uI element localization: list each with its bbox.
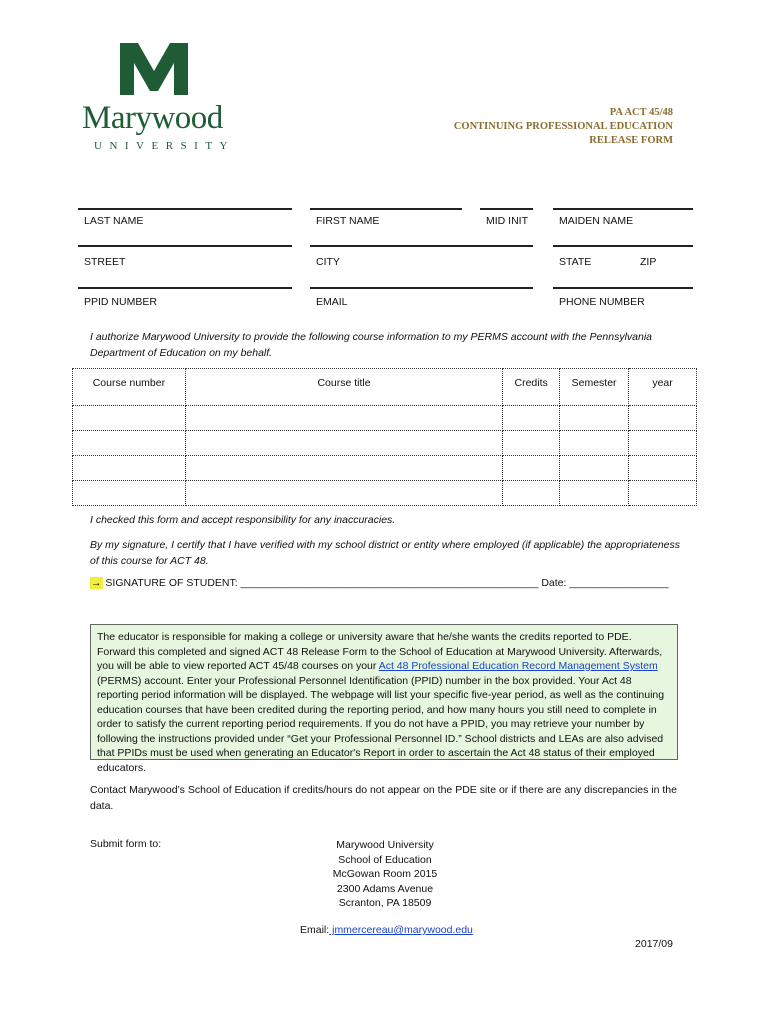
course-number-cell[interactable] [73, 431, 186, 456]
header-year: year [629, 369, 697, 406]
address-line-5: Scranton, PA 18509 [338, 897, 432, 909]
maiden-name-label: MAIDEN NAME [559, 215, 634, 227]
title-line-2: CONTINUING PROFESSIONAL EDUCATION [453, 121, 673, 132]
year-cell[interactable] [629, 456, 697, 481]
ppid-field[interactable] [78, 287, 292, 289]
mid-init-field[interactable] [480, 208, 533, 210]
mailing-address [310, 838, 460, 911]
address-line-4: 2300 Adams Avenue [336, 882, 434, 895]
course-title-cell[interactable] [185, 481, 502, 506]
signature-line[interactable] [90, 577, 669, 589]
certify-statement: By my signature, I certify that I have verified with my school district or entity where employed (if applicable) the appropriateness of this course for ACT 48. [90, 539, 681, 567]
first-name-field[interactable] [310, 208, 462, 210]
instructions-text-1: The educator is responsible for making a college or university aware that he/she wants the credits reported to PDE. Forward this completed and signed ACT 48 Release Form to the School of Education at Marywood University. Afterwards, you will be able to view reported ACT 45/48 courses on your [97, 631, 663, 672]
signature-label: SIGNATURE OF STUDENT: ___________________________________________________ [105, 577, 539, 589]
table-row [73, 431, 697, 456]
email-field[interactable] [310, 287, 533, 289]
course-title-cell[interactable] [185, 406, 502, 431]
first-name-label: FIRST NAME [316, 215, 380, 227]
city-label: CITY [316, 256, 340, 268]
street-field[interactable] [78, 245, 292, 247]
email-link[interactable]: jmmercereau@marywood.edu [329, 924, 473, 936]
perms-link[interactable]: Act 48 Professional Education Record Management System [378, 660, 658, 672]
course-title-cell[interactable] [185, 456, 502, 481]
state-label: STATE [559, 256, 592, 268]
address-line-2: School of Education [338, 853, 432, 866]
credits-cell[interactable] [503, 406, 560, 431]
address-line-3: McGowan Room 2015 [332, 868, 438, 880]
credits-cell[interactable] [503, 481, 560, 506]
city-field[interactable] [310, 245, 533, 247]
table-row [73, 481, 697, 506]
course-number-cell[interactable] [73, 406, 186, 431]
header-semester: Semester [560, 369, 629, 406]
mid-init-label: MID INIT [486, 215, 528, 227]
ppid-label: PPID NUMBER [84, 296, 157, 308]
semester-cell[interactable] [560, 431, 629, 456]
semester-cell[interactable] [560, 406, 629, 431]
address-line-1: Marywood University [336, 839, 434, 851]
header-credits: Credits [503, 369, 560, 406]
logo-subtitle: UNIVERSITY [94, 140, 235, 152]
arrow-icon: → [91, 577, 102, 589]
year-cell[interactable] [629, 431, 697, 456]
title-line-1: PA ACT 45/48 [609, 107, 673, 118]
header-course-title: Course title [185, 369, 502, 406]
contact-email [300, 924, 473, 936]
credits-cell[interactable] [503, 431, 560, 456]
checked-statement: I checked this form and accept responsibility for any inaccuracies. [90, 514, 396, 526]
course-table-header [73, 369, 697, 406]
zip-label: ZIP [640, 256, 657, 268]
authorization-text: I authorize Marywood University to provide the following course information to my PERMS account with the Pennsylvania Department of Education on my behalf. [90, 331, 653, 359]
year-cell[interactable] [629, 406, 697, 431]
course-table [72, 368, 697, 506]
logo-wordmark: Marywood [82, 100, 223, 136]
form-version-date: 2017/09 [635, 938, 673, 950]
contact-text: Contact Marywood’s School of Education if credits/hours do not appear on the PDE site or if there are any discrepancies in the data. [90, 784, 677, 812]
semester-cell[interactable] [560, 456, 629, 481]
course-number-cell[interactable] [73, 456, 186, 481]
year-cell[interactable] [629, 481, 697, 506]
maiden-name-field[interactable] [553, 208, 693, 210]
phone-field[interactable] [553, 287, 693, 289]
instructions-text-2: (PERMS) account. Enter your Professional Personnel Identification (PPID) number in the box provided. Your Act 48 reporting period information will be displayed. The webpage will list your specific five-year period, as well as the continuing education courses that have been credited during the reporting period, and how many hours you still need to complete in order to satisfy the current reporting period requirements. If you do not have a PPID, you may retrieve your number by following the instructions provided under “Get your Professional Personnel ID.” School districts and LEAs are also advised that PPIDs must be used when generating an Educator's Report in order to ascertain the Act 48 status of their employed educators. [97, 674, 665, 774]
course-number-cell[interactable] [73, 481, 186, 506]
state-zip-field[interactable] [553, 245, 693, 247]
street-label: STREET [84, 256, 126, 268]
header-course-number: Course number [73, 369, 186, 406]
instructions-box [90, 624, 678, 774]
email-label-text: Email: [300, 924, 330, 936]
semester-cell[interactable] [560, 481, 629, 506]
phone-label: PHONE NUMBER [559, 296, 645, 308]
last-name-field[interactable] [78, 208, 292, 210]
table-row [73, 406, 697, 431]
credits-cell[interactable] [503, 456, 560, 481]
title-line-3: RELEASE FORM [589, 135, 673, 146]
date-label: Date: _________________ [541, 577, 669, 589]
submit-label: Submit form to: [90, 838, 162, 850]
table-row [73, 456, 697, 481]
last-name-label: LAST NAME [84, 215, 144, 227]
email-label: EMAIL [316, 296, 348, 308]
marywood-m-logo [120, 43, 188, 95]
form-title [454, 106, 673, 148]
course-title-cell[interactable] [185, 431, 502, 456]
